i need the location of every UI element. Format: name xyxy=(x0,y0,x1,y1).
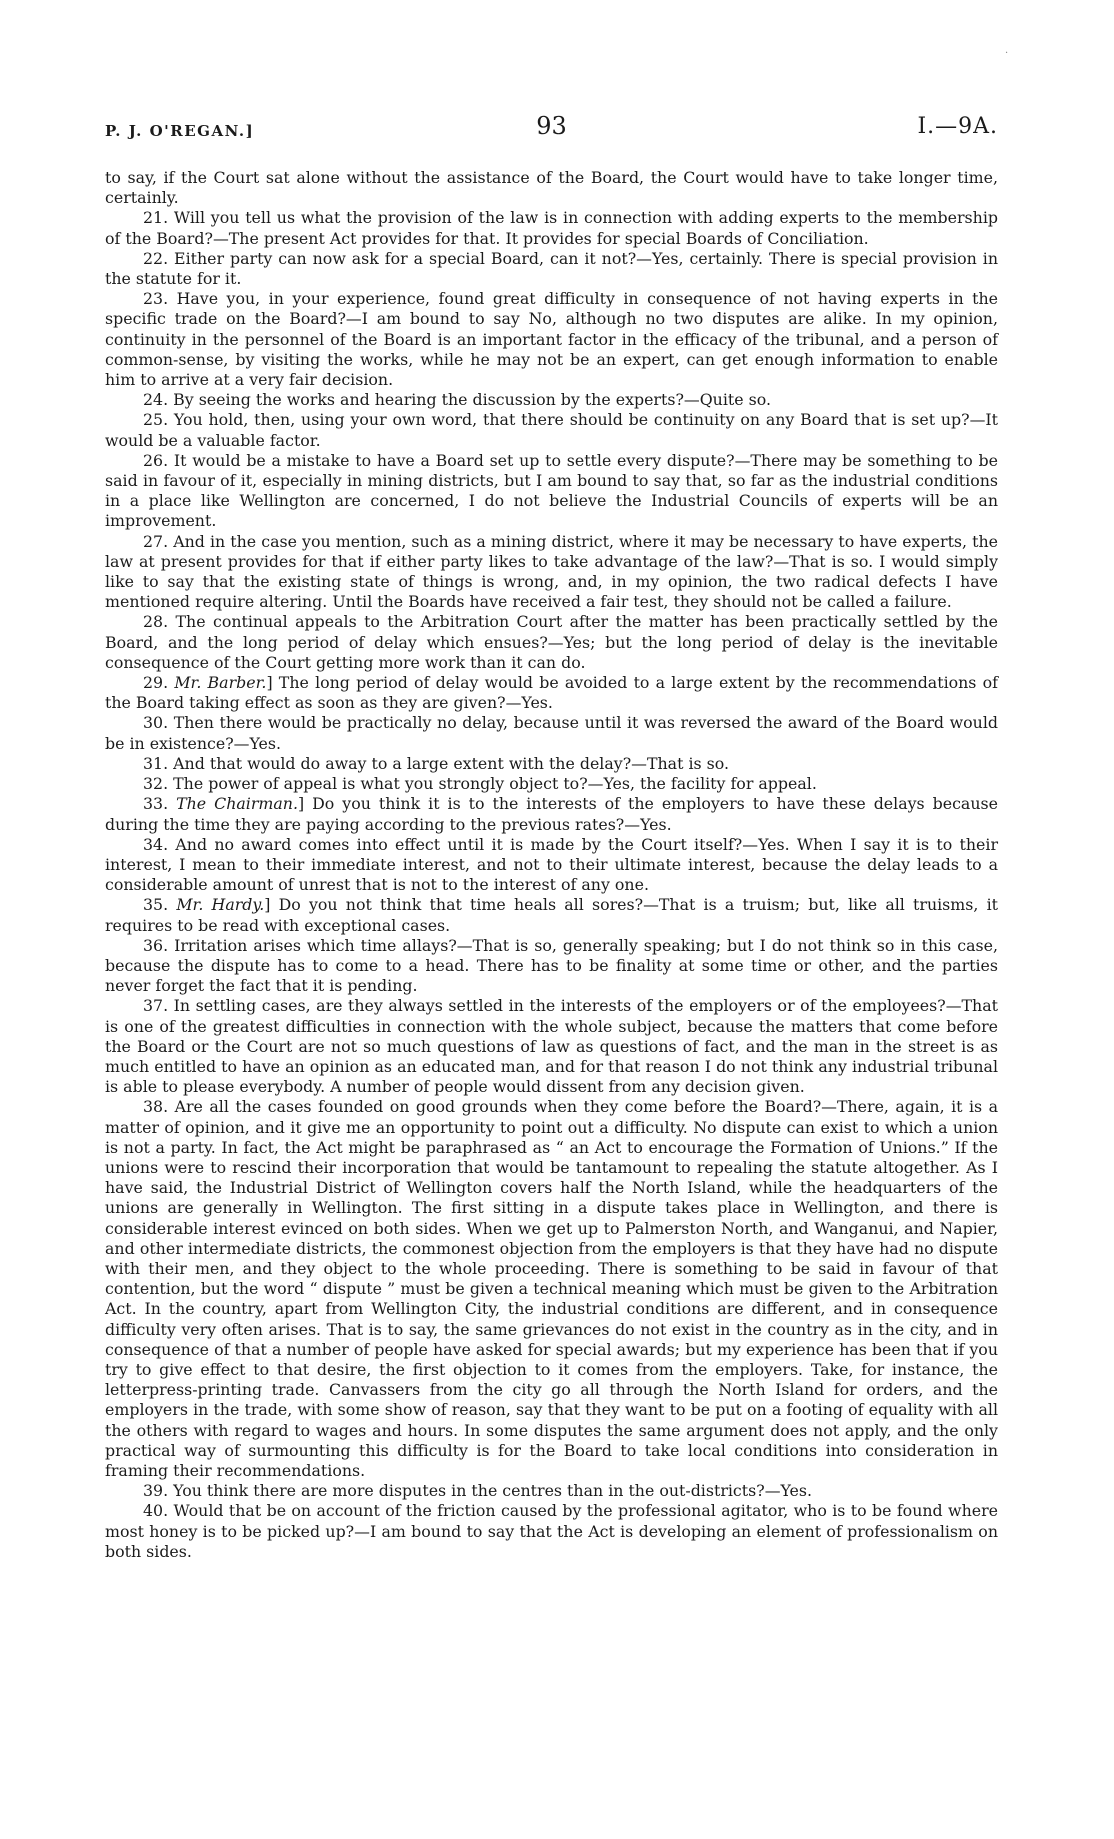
question-31: 31. And that would do away to a large extent with the delay?—That is so. xyxy=(143,753,729,773)
evidence-text xyxy=(105,168,998,1562)
question-38: 38. Are all the cases founded on good grounds when they come before the Board?—There, again, it is a matter of opinion, and it give me an opportunity to point out a difficulty. No dispute can exist to which a union is not a party. In fact, the Act might be paraphrased as “ an Act to encourage the Formation of Unions.” If the unions were to rescind their incorporation that would be tantamount to repealing the statute altogether. As I have said, the Industrial District of Wellington covers half the North Island, while the headquarters of the unions are generally in Wellington. The first sitting in a dispute takes place in Wellington, and there is considerable interest evinced on both sides. When we get up to Palmerston North, and Wanganui, and Napier, and other intermediate districts, the commonest objection from the employers is that they have had no dispute with their men, and they object to the whole proceeding. There is something to be said in favour of that contention, but the word “ dispute ” must be given a technical meaning which must be given to the Arbitration Act. In the country, apart from Wellington City, the industrial conditions are different, and in consequence difficulty very often arises. That is to say, the same grievances do not exist in the country as in the city, and in consequence of that a number of people have asked for special awards; but my experience has been that if you try to give effect to that desire, the first objection to it comes from the employers. Take, for instance, the letterpress-printing trade. Canvassers from the city go all through the North Island for orders, and the employers in the trade, with some show of reason, say that they want to be put on a footing of equality with all the others with regard to wages and hours. In some disputes the same argument does not apply, and the only practical way of surmounting this difficulty is for the Board to take local conditions into consideration in framing their recommendations. xyxy=(105,1097,998,1480)
question-number: 35. xyxy=(143,895,177,915)
speaker-name: Mr. Hardy. xyxy=(176,895,265,915)
question-21: 21. Will you tell us what the provision of the law is in connection with adding experts to the membership of the Board?—The present Act provides for that. It provides for special Boards of Conciliation. xyxy=(105,208,998,248)
question-33 xyxy=(105,794,998,834)
question-36: 36. Irritation arises which time allays?—That is so, generally speaking; but I do not think so in this case, because the dispute has to come to a head. There has to be finality at some time or other, and the parties never forget the fact that it is pending. xyxy=(105,935,998,996)
question-text: ] Do you think it is to the interests of the employers to have these delays because during the time they are paying according to the previous rates?—Yes. xyxy=(105,794,998,834)
question-32: 32. The power of appeal is what you strongly object to?—Yes, the facility for appeal. xyxy=(143,774,817,794)
question-29 xyxy=(105,673,998,713)
question-26: 26. It would be a mistake to have a Board set up to settle every dispute?—There may be something to be said in favour of it, especially in mining districts, but I am bound to say that, so far as the industrial conditions in a place like Wellington are concerned, I do not believe the Industrial Councils of experts will be an improvement. xyxy=(105,450,998,531)
question-22: 22. Either party can now ask for a special Board, can it not?—Yes, certainly. There is special provision in the statute for it. xyxy=(105,248,998,289)
page-header xyxy=(105,112,998,148)
paper-reference: I.—9A. xyxy=(917,114,998,139)
question-number: 29. xyxy=(143,673,175,693)
question-28: 28. The continual appeals to the Arbitration Court after the matter has been practically settled by the Board, and the long period of delay which ensues?—Yes; but the long period of delay is the inevitable consequence of the Court getting more work than it can do. xyxy=(105,612,998,672)
paragraph-continued: to say, if the Court sat alone without the assistance of the Board, the Court would have to take longer time, certainly. xyxy=(105,168,998,208)
speaker-name: The Chairman. xyxy=(176,794,298,814)
question-number: 33. xyxy=(143,794,177,814)
question-34: 34. And no award comes into effect until it is made by the Court itself?—Yes. When I say it is to their interest, I mean to their immediate interest, and not to their ultimate interest, because the delay leads to a considerable amount of unrest that is not to the interest of any one. xyxy=(105,834,998,895)
question-35 xyxy=(105,895,998,935)
question-27: 27. And in the case you mention, such as a mining district, where it may be necessary to have experts, the law at present provides for that if either party likes to take advantage of the law?—That is so. I would simply like to say that the existing state of things is wrong, and, in my opinion, the two radical defects I have mentioned require altering. Until the Boards have received a fair test, they should not be called a failure. xyxy=(105,531,998,612)
speaker-name: Mr. Barber. xyxy=(174,673,267,693)
question-text: ] Do you not think that time heals all sores?—That is a truism; but, like all truisms, it requires to be read with exceptional cases. xyxy=(105,895,998,935)
question-40: 40. Would that be on account of the friction caused by the professional agitator, who is to be found where most honey is to be picked up?—I am bound to say that the Act is developing an element of professionalism on both sides. xyxy=(105,1501,998,1561)
witness-name: P. J. O'REGAN.] xyxy=(105,122,255,140)
page-number: 93 xyxy=(536,112,567,140)
question-text: ] The long period of delay would be avoided to a large extent by the recommendations of the Board taking effect as soon as they are given?—Yes. xyxy=(105,673,998,713)
question-24: 24. By seeing the works and hearing the discussion by the experts?—Quite so. xyxy=(143,390,771,410)
question-37: 37. In settling cases, are they always settled in the interests of the employers or of the employees?—That is one of the greatest difficulties in connection with the whole subject, because the matters that come before the Board or the Court are not so much questions of law as questions of fact, and the man in the street is as much entitled to have an opinion as an educated man, and for that reason I do not think any industrial tribunal is able to please everybody. A number of people would dissent from any decision given. xyxy=(105,996,998,1097)
question-30: 30. Then there would be practically no delay, because until it was reversed the award of the Board would be in existence?—Yes. xyxy=(105,713,998,753)
margin-mark: · xyxy=(1005,48,1009,59)
question-23: 23. Have you, in your experience, found great difficulty in consequence of not having experts in the specific trade on the Board?—I am bound to say No, although no two disputes are alike. In my opinion, continuity in the personnel of the Board is an important factor in the efficacy of the tribunal, and a person of common-sense, by visiting the works, while he may not be an expert, can get enough information to enable him to arrive at a very fair decision. xyxy=(105,289,998,390)
question-39: 39. You think there are more disputes in the centres than in the out-districts?—Yes. xyxy=(143,1481,813,1501)
question-25: 25. You hold, then, using your own word, that there should be continuity on any Board that is set up?—It would be a valuable factor. xyxy=(105,410,998,450)
